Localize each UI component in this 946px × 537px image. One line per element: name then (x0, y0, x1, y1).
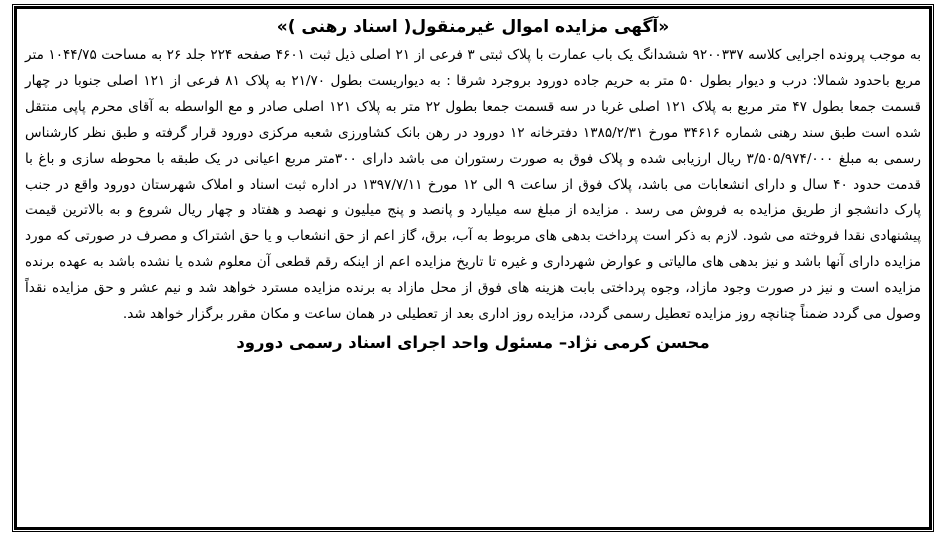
auction-notice (14, 6, 932, 530)
notice-title: «آگهی مزایده اموال غیرمنقول( اسناد رهنی )» (276, 17, 670, 37)
notice-signature: محسن کرمی نژاد– مسئول واحد اجرای اسناد رسمی دورود (236, 332, 710, 352)
notice-body: به موجب پرونده اجرایی کلاسه ۹۲۰۰۳۳۷ ششدانگ یک باب عمارت با پلاک ثبتی ۳ فرعی از ۲۱ اصلی ذیل ثبت ۴۶۰۱ صفحه ۲۲۴ جلد ۲۶ به مساحت ۱۰۴۴/۷۵ متر مربع باحدود شمالا: درب و دیوار بطول ۵۰ متر به حریم جاده دورود بروجرد شرقا : به دیواریست بطول ۲۱/۷۰ به پلاک ۸۱ فرعی از ۱۲۱ اصلی جنوبا در چهار قسمت جمعا بطول ۴۷ متر مربع به پلاک ۱۲۱ اصلی غربا در سه قسمت جمعا بطول ۲۲ متر به پلاک ۱۲۱ اصلی صادر و مع الواسطه به آقای محرم پاپی منتقل شده است طبق سند رهنی شماره ۳۴۶۱۶ مورخ ۱۳۸۵/۲/۳۱ دفترخانه ۱۲ دورود در رهن بانک کشاورزی شعبه مرکزی دورود قرار گرفته و طبق نظر کارشناس رسمی به مبلغ ۳/۵۰۵/۹۷۴/۰۰۰ ریال ارزیابی شده و پلاک فوق به صورت رستوران می باشد دارای ۳۰۰متر مربع اعیانی در یک طبقه با محوطه سازی و باغ با قدمت حدود ۴۰ سال و دارای انشعابات می باشد، پلاک فوق از ساعت ۹ الی ۱۲ مورخ ۱۳۹۷/۷/۱۱ در اداره ثبت اسناد و املاک شهرستان دورود واقع در جنب پارک دانشجو از طریق مزایده به فروش می رسد . مزایده از مبلغ سه میلیارد و پانصد و پنج میلیون و نهصد و هفتاد و چهار ریال شروع و به بالاترین قیمت پیشنهادی نقدا فروخته می شود. لازم به ذکر است پرداخت بدهی های مربوط به آب، برق، گاز اعم از حق انشعاب و یا حق اشتراک و مصرف در صورتی که مورد مزایده دارای آنها باشد و نیز بدهی های مالیاتی و عوارض شهرداری و غیره تا تاریخ مزایده اعم از اینکه رقم قطعی آن معلوم شده یا نشده باشد به عهده برنده مزایده است و نیز در صورت وجود مازاد، وجوه پرداختی بابت هزینه های فوق از محل مازاد به برنده مزایده مسترد خواهد شد و نیم عشر و حق مزایده نقداً وصول می گردد ضمناً چنانچه روز مزایده تعطیل رسمی گردد، مزایده روز اداری بعد از تعطیلی در همان ساعت و مکان مقرر برگزار خواهد شد. (25, 47, 921, 323)
